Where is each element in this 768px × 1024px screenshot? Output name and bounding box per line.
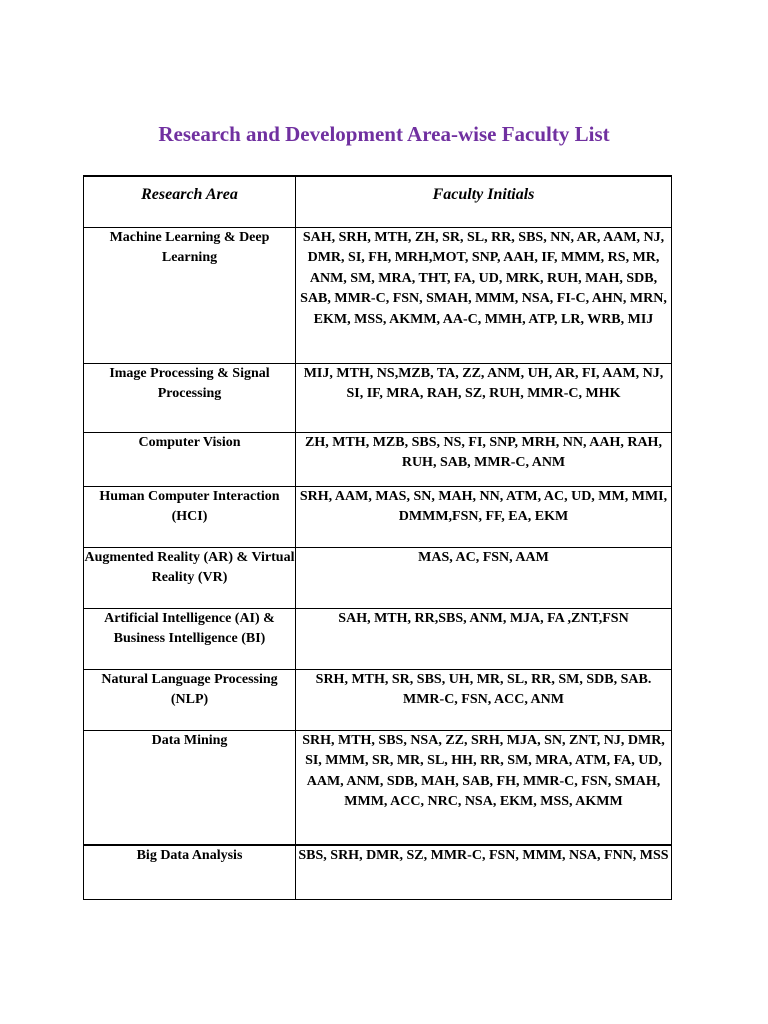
table-row: [84, 547, 672, 608]
faculty-initials-cell: SAH, MTH, RR,SBS, ANM, MJA, FA ,ZNT,FSN: [296, 608, 672, 669]
faculty-initials-cell: SRH, MTH, SBS, NSA, ZZ, SRH, MJA, SN, ZNT, NJ, DMR, SI, MMM, SR, MR, SL, HH, RR, SM, MRA, ATM, FA, UD, AAM, ANM, SDB, MAH, SAB, FH, MMR-C, FSN, SMAH, MMM, ACC, NRC, NSA, EKM, MSS, AKMM: [296, 730, 672, 845]
header-faculty-initials: Faculty Initials: [296, 176, 672, 227]
research-area-cell: Image Processing & Signal Processing: [84, 363, 296, 432]
research-area-cell: Augmented Reality (AR) & Virtual Reality (VR): [84, 547, 296, 608]
table-row: [84, 845, 672, 899]
research-area-cell: Natural Language Processing (NLP): [84, 669, 296, 730]
research-area-cell: Human Computer Interaction (HCI): [84, 486, 296, 547]
faculty-initials-cell: MAS, AC, FSN, AAM: [296, 547, 672, 608]
faculty-initials-cell: SRH, MTH, SR, SBS, UH, MR, SL, RR, SM, SDB, SAB. MMR-C, FSN, ACC, ANM: [296, 669, 672, 730]
research-area-cell: Big Data Analysis: [84, 845, 296, 899]
page-title: Research and Development Area-wise Faculty List: [158, 122, 610, 146]
research-area-cell: Machine Learning & Deep Learning: [84, 227, 296, 363]
table-row: [84, 227, 672, 363]
table-row: [84, 730, 672, 845]
table-row: [84, 363, 672, 432]
table-header-row: [84, 176, 672, 227]
faculty-table: [83, 175, 672, 900]
faculty-initials-cell: SRH, AAM, MAS, SN, MAH, NN, ATM, AC, UD, MM, MMI, DMMM,FSN, FF, EA, EKM: [296, 486, 672, 547]
table-row: [84, 432, 672, 486]
research-area-cell: Data Mining: [84, 730, 296, 845]
table-row: [84, 669, 672, 730]
table-row: [84, 608, 672, 669]
faculty-initials-cell: MIJ, MTH, NS,MZB, TA, ZZ, ANM, UH, AR, FI, AAM, NJ, SI, IF, MRA, RAH, SZ, RUH, MMR-C, MHK: [296, 363, 672, 432]
research-area-cell: Artificial Intelligence (AI) & Business Intelligence (BI): [84, 608, 296, 669]
header-research-area: Research Area: [84, 176, 296, 227]
faculty-initials-cell: ZH, MTH, MZB, SBS, NS, FI, SNP, MRH, NN, AAH, RAH, RUH, SAB, MMR-C, ANM: [296, 432, 672, 486]
faculty-initials-cell: SBS, SRH, DMR, SZ, MMR-C, FSN, MMM, NSA, FNN, MSS: [296, 845, 672, 899]
table-row: [84, 486, 672, 547]
faculty-initials-cell: SAH, SRH, MTH, ZH, SR, SL, RR, SBS, NN, AR, AAM, NJ, DMR, SI, FH, MRH,MOT, SNP, AAH, IF, MMM, RS, MR, ANM, SM, MRA, THT, FA, UD, MRK, RUH, MAH, SDB, SAB, MMR-C, FSN, SMAH, MMM, NSA, FI-C, AHN, MRN, EKM, MSS, AKMM, AA-C, MMH, ATP, LR, WRB, MIJ: [296, 227, 672, 363]
research-area-cell: Computer Vision: [84, 432, 296, 486]
